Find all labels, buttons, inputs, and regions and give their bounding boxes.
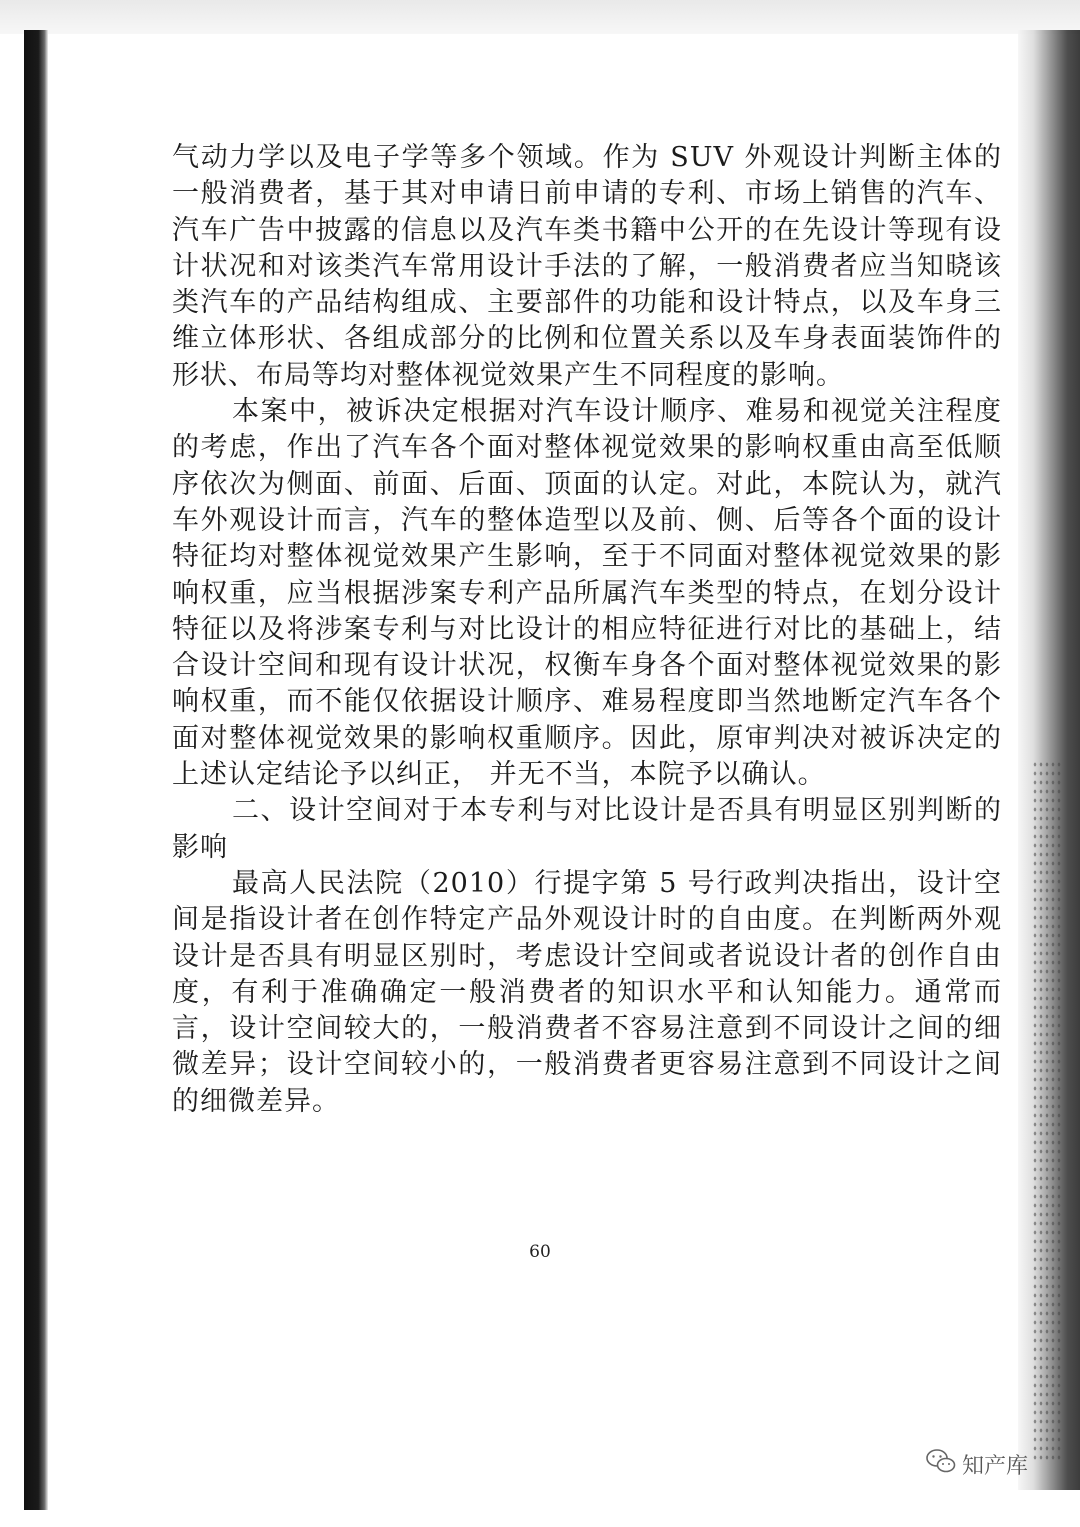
scan-top-shadow — [0, 0, 1080, 34]
wechat-icon — [926, 1448, 956, 1480]
scan-noise — [1032, 760, 1062, 1460]
page-number: 60 — [529, 1242, 551, 1262]
paragraph-3: 最高人民法院（2010）行提字第 5 号行政判决指出，设计空间是指设计者在创作特定产品外观设计时的自由度。在判断两外观设计是否具有明显区别时，考虑设计空间或者说设计者的创作自由度，有利于准确确定一般消费者的知识水平和认知能力。通常而言，设计空间较大的，一般消费者不容易注意到不同设计之间的细微差异；设计空间较小的，一般消费者更容易注意到不同设计之间的细微差异。 — [172, 867, 1002, 1117]
paragraph-1: 气动力学以及电子学等多个领域。作为 SUV 外观设计判断主体的一般消费者，基于其对申请日前申请的专利、市场上销售的汽车、汽车广告中披露的信息以及汽车类书籍中公开的在先设计等现有设计状况和对该类汽车常用设计手法的了解，一般消费者应当知晓该类汽车的产品结构组成、主要部件的功能和设计特点，以及车身三维立体形状、各组成部分的比例和位置关系以及车身表面装饰件的形状、布局等均对整体视觉效果产生不同程度的影响。 — [172, 142, 1002, 391]
watermark-text: 知产库 — [962, 1453, 1029, 1479]
section-heading: 二、设计空间对于本专利与对比设计是否具有明显区别判断的影响 — [172, 795, 1002, 863]
watermark — [926, 1447, 1028, 1481]
document-body — [172, 140, 1002, 1120]
scan-left-edge — [24, 30, 48, 1510]
paragraph-2: 本案中，被诉决定根据对汽车设计顺序、难易和视觉关注程度的考虑，作出了汽车各个面对整体视觉效果的影响权重由高至低顺序依次为侧面、前面、后面、顶面的认定。对此，本院认为，就汽车外观设计而言，汽车的整体造型以及前、侧、后等各个面的设计特征均对整体视觉效果产生影响，至于不同面对整体视觉效果的影响权重，应当根据涉案专利产品所属汽车类型的特点，在划分设计特征以及将涉案专利与对比设计的相应特征进行对比的基础上，结合设计空间和现有设计状况，权衡车身各个面对整体视觉效果的影响权重，而不能仅依据设计顺序、难易程度即当然地断定汽车各个面对整体视觉效果的影响权重顺序。因此，原审判决对被诉决定的上述认定结论予以纠正， 并无不当，本院予以确认。 — [172, 396, 1002, 791]
